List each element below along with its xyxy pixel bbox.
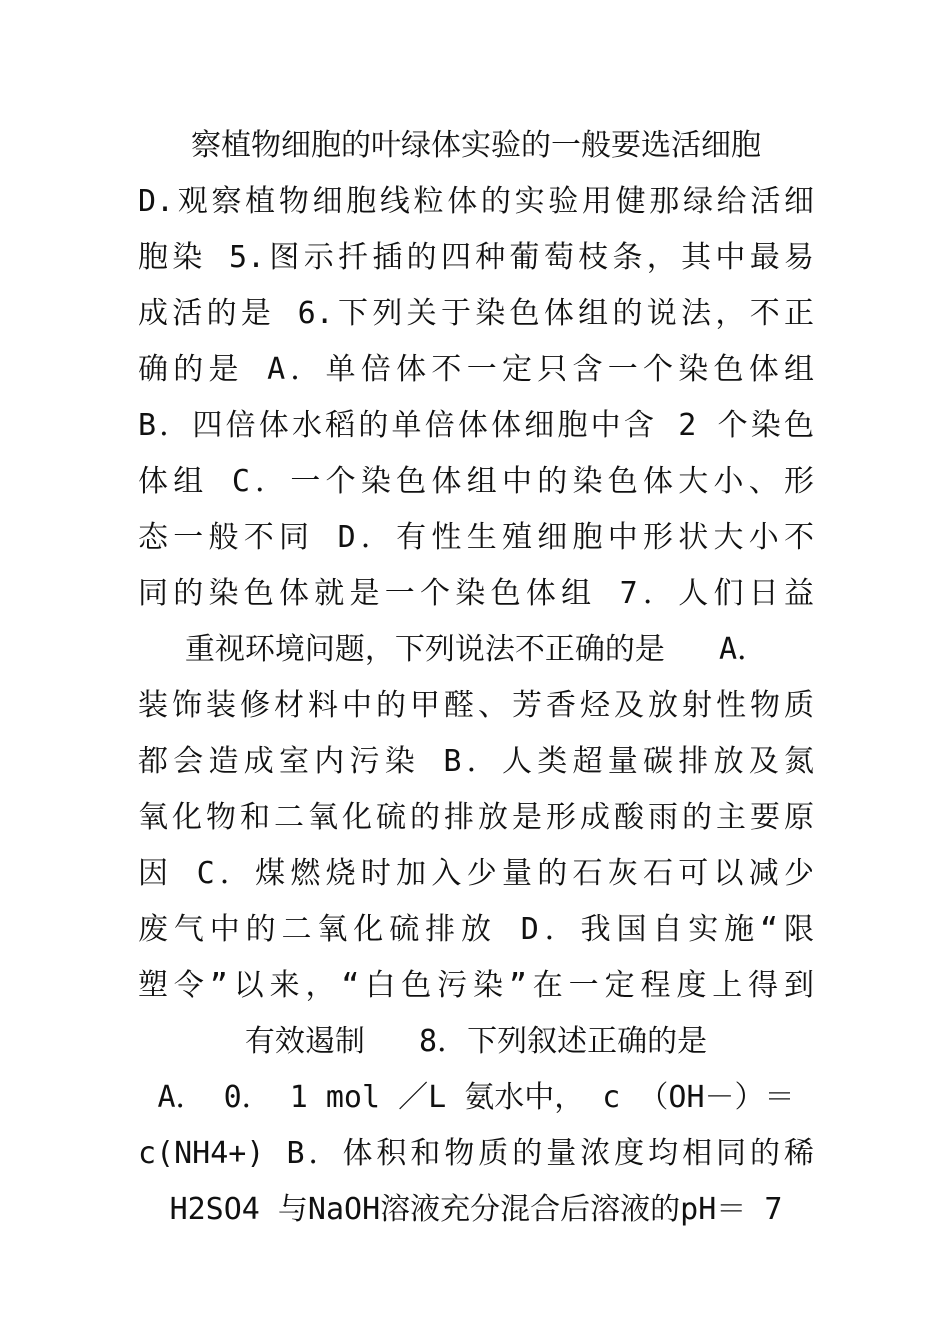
text-line-8: 态一般不同 D．有性生殖细胞中形状大小不 (138, 520, 814, 555)
text-line-6: B．四倍体水稻的单倍体体细胞中含 2 个染色 (138, 408, 814, 443)
text-line-2: D.观察植物细胞线粒体的实验用健那绿给活细 (138, 184, 814, 219)
text-line-1: 察植物细胞的叶绿体实验的一般要选活细胞 (191, 128, 761, 163)
text-line-14: 因 C．煤燃烧时加入少量的石灰石可以减少 (138, 856, 814, 891)
body-text (138, 118, 814, 1238)
text-line-7: 体组 C．一个染色体组中的染色体大小、形 (138, 464, 814, 499)
text-line-13: 氧化物和二氧化硫的排放是形成酸雨的主要原 (138, 800, 814, 835)
text-line-10: 重视环境问题，下列说法不正确的是 A． (184, 632, 768, 667)
text-line-4: 成活的是 6.下列关于染色体组的说法，不正 (138, 296, 814, 331)
text-line-17: 有效遏制 8．下列叙述正确的是 (244, 1024, 708, 1059)
text-line-20: H2SO4 与NaOH溶液充分混合后溶液的pH＝ 7 (169, 1192, 783, 1227)
text-line-18: A． 0． 1 mol ／L 氨水中， c （OH－）＝ (157, 1080, 795, 1115)
text-line-16: 塑令”以来，“白色污染”在一定程度上得到 (138, 968, 814, 1003)
text-line-11: 装饰装修材料中的甲醛、芳香烃及放射性物质 (138, 688, 814, 723)
text-line-15: 废气中的二氧化硫排放 D．我国自实施“限 (138, 912, 814, 947)
text-line-9: 同的染色体就是一个染色体组 7．人们日益 (138, 576, 814, 611)
text-line-12: 都会造成室内污染 B．人类超量碳排放及氮 (138, 744, 814, 779)
text-line-5: 确的是 A．单倍体不一定只含一个染色体组 (138, 352, 814, 387)
text-line-3: 胞染 5.图示扦插的四种葡萄枝条，其中最易 (138, 240, 814, 275)
text-line-19: c(NH4+) B．体积和物质的量浓度均相同的稀 (138, 1136, 814, 1171)
